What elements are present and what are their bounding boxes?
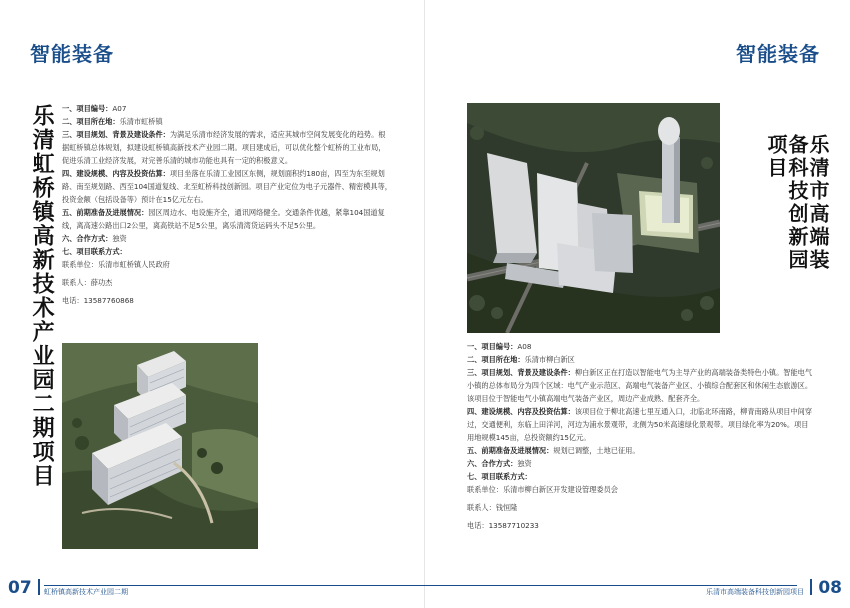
contact-unit: 联系单位：乐清市虹桥镇人民政府 bbox=[62, 260, 170, 269]
page-footer bbox=[0, 576, 425, 600]
section-header: 智能装备 bbox=[30, 42, 114, 66]
item-scale: 四、建设规模、内容及投资估算：项目坐落在乐清工业园区东侧，规划面积约180亩，四至为东至规划路、南至规划路、西至104国道复线、北至虹桥科技创新园。项目产业定位为电子元器件、精密模具等，投资金额（包括设备等）预计在15亿元左右。 bbox=[62, 169, 392, 204]
page-number: 07 bbox=[8, 578, 32, 598]
item-contact-heading: 七、项目联系方式： bbox=[62, 247, 127, 256]
footer-rule bbox=[425, 585, 797, 586]
item-contact-heading: 七、项目联系方式： bbox=[467, 472, 532, 481]
item-progress: 五、前期准备及进展情况：规划已调整，土地已征用。 bbox=[467, 446, 640, 455]
project-title: 乐清市高端装备科技创新园项目 bbox=[764, 134, 830, 272]
item-location: 二、项目所在地：乐清市柳白新区 bbox=[467, 355, 575, 364]
item-background: 三、项目规划、背景及建设条件：柳白新区正在打造以智能电气为主导产业的高端装备类特色小镇。智能电气小镇的总体布局分为四个区域：电气产业示范区、高端电气装备产业区、小镇综合配套区和休闲生态旅游区。该项目位于智能电气小镇高端电气装备产业区，周边产业成熟、配套齐全。 bbox=[467, 368, 813, 403]
contact-unit: 联系单位：乐清市柳白新区开发建设管理委员会 bbox=[467, 485, 618, 494]
contact-phone: 电话：13587760868 bbox=[62, 296, 134, 305]
page-footer bbox=[425, 576, 850, 600]
page-number-divider bbox=[38, 579, 40, 595]
item-scale: 四、建设规模、内容及投资估算：该项目位于柳北高速七里互通入口，北临北环南路，柳青南路从项目中间穿过，交通便利，东临上田洋河，河边为浦水景观带，北侧为50米高速绿化景观带。项目绿化率为20%。项目用地规模145亩，总投资额约15亿元。 bbox=[467, 407, 813, 442]
rendering-image bbox=[62, 343, 258, 549]
footer-rule bbox=[44, 585, 425, 586]
item-number: 一、项目编号：A08 bbox=[467, 342, 532, 351]
project-details bbox=[467, 340, 815, 532]
project-details bbox=[62, 102, 392, 307]
contact-person: 联系人：钱恒隆 bbox=[467, 503, 518, 512]
item-progress: 五、前期准备及进展情况：园区周边水、电设施齐全，通讯网络健全。交通条件优越，紧靠104国道复线，离高速公路出口2公里，离高铁站不足5公里，离乐清湾货运码头不足5公里。 bbox=[62, 208, 385, 230]
item-location: 二、项目所在地：乐清市虹桥镇 bbox=[62, 117, 163, 126]
page-number: 08 bbox=[818, 578, 842, 598]
footer-title: 虹桥镇高新技术产业园二期 bbox=[44, 588, 128, 596]
item-background: 三、项目规划、背景及建设条件：为满足乐清市经济发展的需求，适应其城市空间发展变化的趋势。根据虹桥镇总体规划，拟建设虹桥镇高新技术产业园二期。项目建成后，可以优化整个虹桥的工业布局，促进乐清工业经济发展，对完善乐清的城市功能也具有一定的积极意义。 bbox=[62, 130, 386, 165]
item-number: 一、项目编号：A07 bbox=[62, 104, 127, 113]
footer-title: 乐清市高端装备科技创新园项目 bbox=[706, 588, 804, 596]
page-number-divider bbox=[810, 579, 812, 595]
section-header: 智能装备 bbox=[736, 42, 820, 66]
contact-person: 联系人：薛功杰 bbox=[62, 278, 113, 287]
item-cooperation: 六、合作方式：独资 bbox=[62, 234, 127, 243]
right-page bbox=[425, 0, 850, 608]
project-aerial-rendering bbox=[467, 103, 720, 333]
aerial-image bbox=[467, 103, 720, 333]
project-title: 乐清虹桥镇高新技术产业园二期项目 bbox=[29, 104, 55, 488]
contact-phone: 电话：13587710233 bbox=[467, 521, 539, 530]
project-rendering bbox=[62, 343, 258, 549]
item-cooperation: 六、合作方式：独资 bbox=[467, 459, 532, 468]
